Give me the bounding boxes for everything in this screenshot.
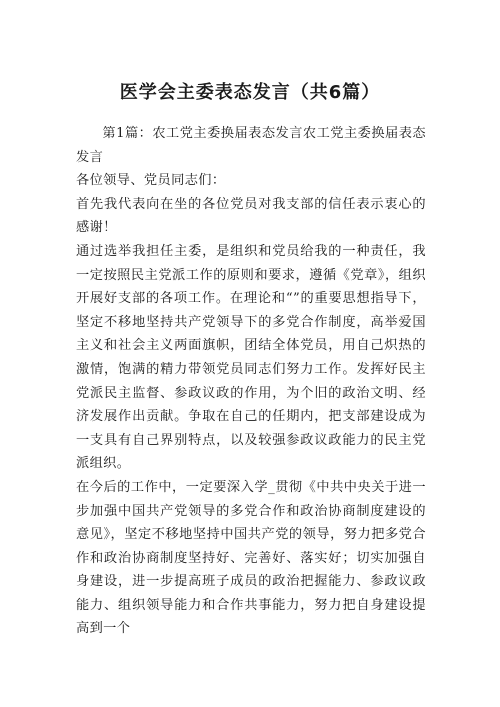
document-body <box>76 122 426 641</box>
document-title: 医学会主委表态发言（共6篇） <box>119 82 381 103</box>
paragraph-thanks: 首先我代表向在坐的各位党员对我支部的信任表示衷心的感谢！ <box>76 196 426 236</box>
paragraph-responsibility: 通过选举我担任主委，是组织和党员给我的一种责任，我一定按照民主党派工作的原则和要求，遵循《党章》，组织开展好支部的各项工作。在理论和“”的重要思想指导下，坚定不移地坚持共产党领导下的多党合作制度，高举爱国主义和社会主义两面旗帜，团结全体党员，用自己炽热的激情，饱满的精力带领党员同志们努力工作。发挥好民主党派民主监督、参政议政的作用，为个旧的政治文明、经济发展作出贡献。争取在自己的任期内，把支部建设成为一支具有自己界别特点，以及较强参政议政能力的民主党派组织。 <box>76 243 426 472</box>
paragraph-heading: 第1篇：农工党主委换届表态发言农工党主委换届表态发言 <box>76 126 426 165</box>
paragraph-salutation: 各位领导、党员同志们： <box>76 173 226 189</box>
paragraph-future-work: 在今后的工作中，一定要深入学_贯彻《中共中央关于进一步加强中国共产党领导的多党合作和政治协商制度建设的意见》，坚定不移地坚持中国共产党的领导，努力把多党合作和政治协商制度坚持好、完善好、落实好；切实加强自身建设，进一步提高班子成员的政治把握能力、参政议政能力、组织领导能力和合作共事能力，努力把自身建设提高到一个 <box>76 479 426 637</box>
